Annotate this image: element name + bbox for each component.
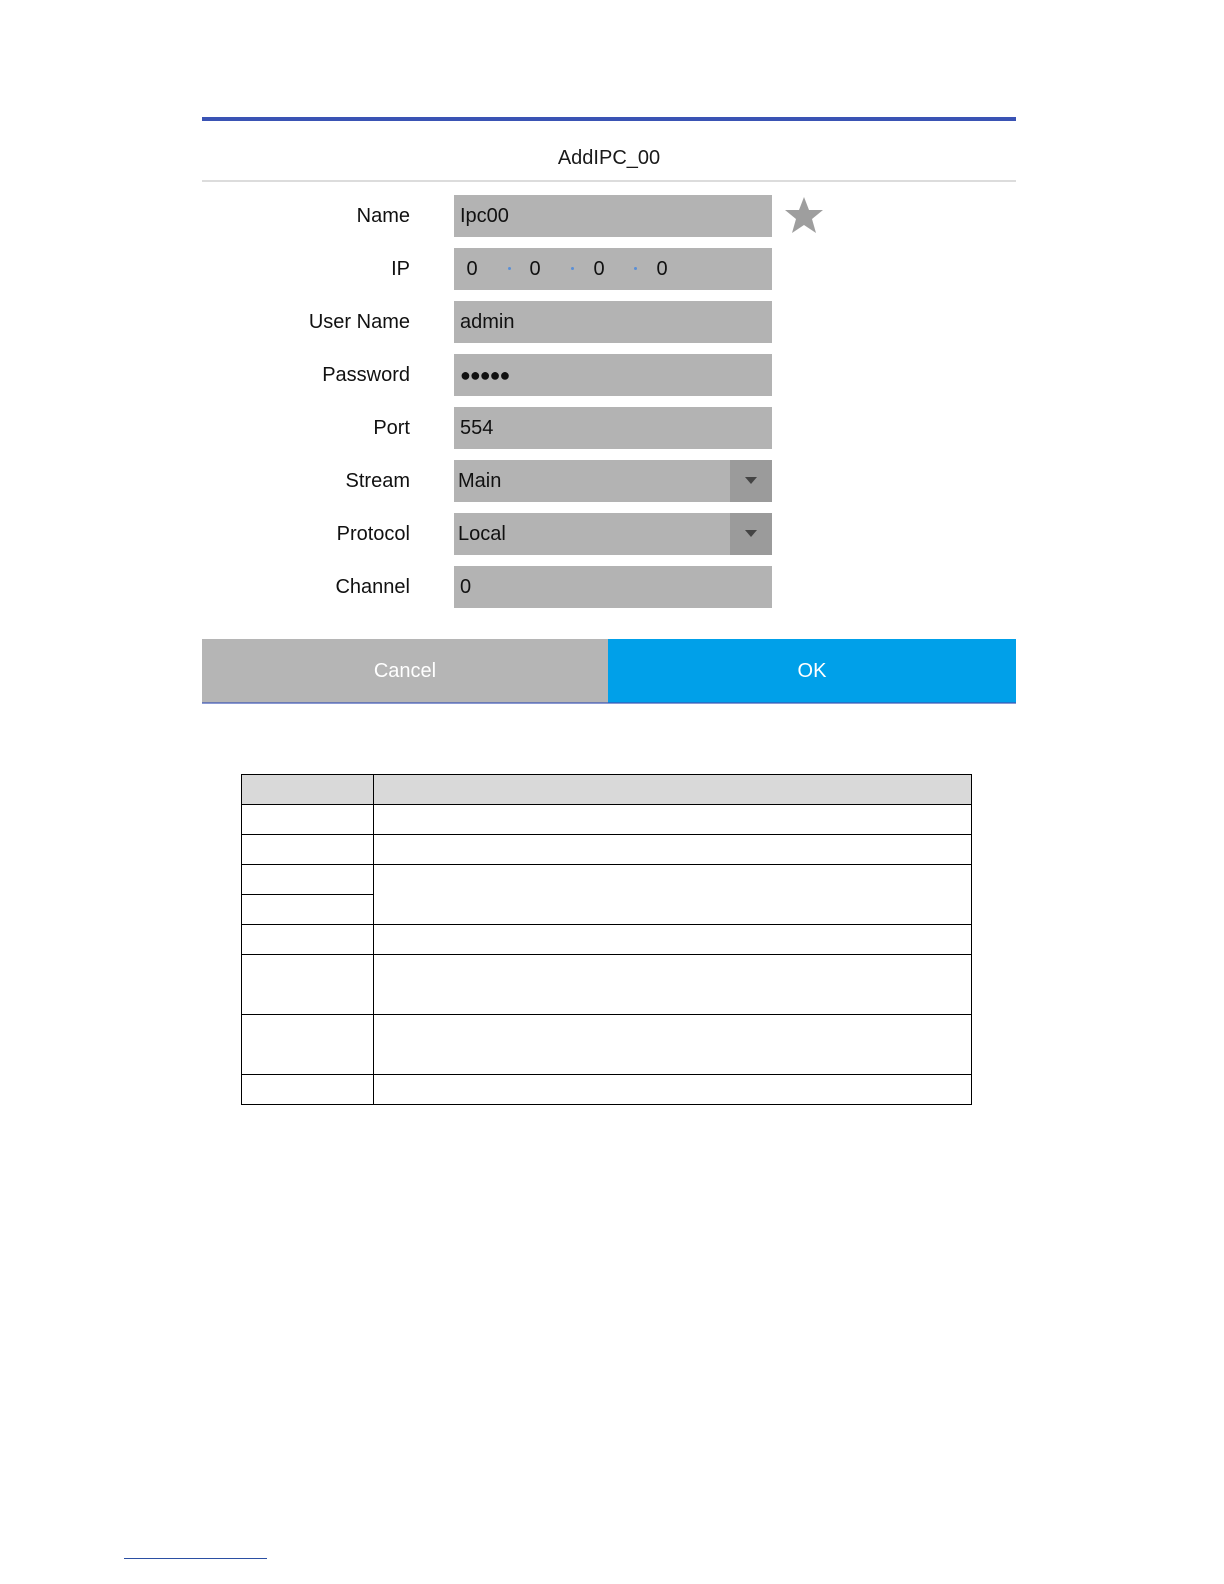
port-row (202, 407, 1016, 449)
channel-row (202, 566, 1016, 608)
table-cell (242, 835, 374, 865)
table-row (242, 955, 972, 1015)
ip-input[interactable] (454, 248, 772, 290)
table-cell (242, 895, 374, 925)
dialog-bottom-border (202, 702, 1016, 704)
table-cell (242, 955, 374, 1015)
username-input[interactable]: admin (454, 301, 772, 343)
table-cell (242, 925, 374, 955)
ip-separator (571, 267, 574, 270)
table-row (242, 805, 972, 835)
ip-label: IP (391, 258, 410, 280)
stream-selected-value: Main (458, 470, 502, 492)
table-header-cell (242, 775, 374, 805)
table-row (242, 865, 972, 895)
username-row (202, 301, 1016, 343)
stream-row (202, 460, 1016, 502)
table-header-row (242, 775, 972, 805)
channel-input[interactable]: 0 (454, 566, 772, 608)
stream-select[interactable] (454, 460, 772, 502)
chevron-down-icon[interactable] (730, 460, 772, 502)
protocol-label: Protocol (336, 523, 410, 545)
table-row (242, 835, 972, 865)
dialog-title: AddIPC_00 (557, 147, 661, 169)
parameter-table (241, 774, 972, 1105)
password-row (202, 354, 1016, 396)
name-input[interactable]: Ipc00 (454, 195, 772, 237)
protocol-row (202, 513, 1016, 555)
ip-separator (634, 267, 637, 270)
name-row (202, 195, 1016, 237)
name-label: Name (356, 205, 410, 227)
table-cell (374, 1075, 972, 1105)
table-cell (242, 1075, 374, 1105)
stream-label: Stream (345, 470, 410, 492)
table-cell (242, 805, 374, 835)
ip-octet-2[interactable]: 0 (529, 258, 541, 280)
table-cell (374, 955, 972, 1015)
table-cell (374, 925, 972, 955)
table-cell (374, 835, 972, 865)
port-input[interactable]: 554 (454, 407, 772, 449)
table-cell (374, 865, 972, 925)
ip-octet-3[interactable]: 0 (593, 258, 605, 280)
table-row (242, 1015, 972, 1075)
table-cell (374, 1015, 972, 1075)
password-input[interactable]: ●●●●● (454, 354, 772, 396)
dialog-top-border (202, 117, 1016, 121)
table-row (242, 1075, 972, 1105)
ip-separator (508, 267, 511, 270)
cancel-button[interactable]: Cancel (202, 639, 608, 703)
ok-button[interactable]: OK (608, 639, 1016, 703)
table-cell (374, 805, 972, 835)
password-label: Password (322, 364, 410, 386)
table-row (242, 925, 972, 955)
chevron-down-icon[interactable] (730, 513, 772, 555)
protocol-select[interactable] (454, 513, 772, 555)
title-divider (202, 180, 1016, 182)
protocol-selected-value: Local (458, 523, 506, 545)
table-cell (242, 865, 374, 895)
username-label: User Name (308, 311, 410, 333)
table-cell (242, 1015, 374, 1075)
channel-label: Channel (335, 576, 410, 598)
table-header-cell (374, 775, 972, 805)
ip-row (202, 248, 1016, 290)
ip-octet-1[interactable]: 0 (466, 258, 478, 280)
star-icon[interactable] (782, 195, 826, 237)
add-ipc-dialog (202, 117, 1016, 704)
footnote-rule (124, 1558, 267, 1559)
ip-octet-4[interactable]: 0 (656, 258, 668, 280)
port-label: Port (373, 417, 410, 439)
